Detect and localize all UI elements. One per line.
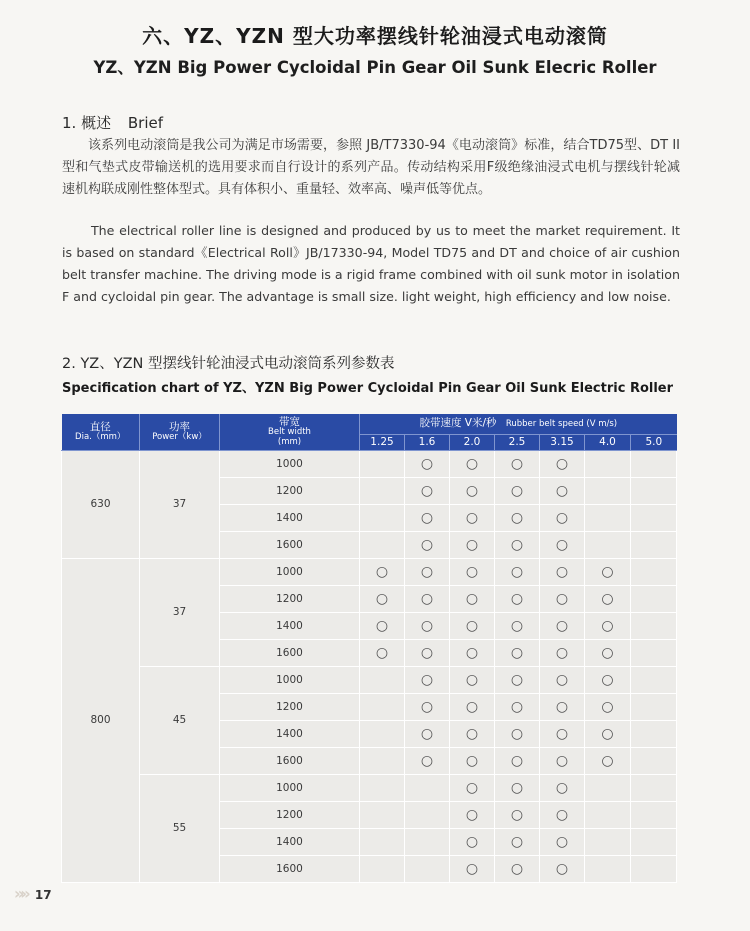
dia-cell: 630 (62, 450, 140, 558)
availability-mark: ○ (360, 585, 405, 612)
belt-header-cn: 带宽 (279, 415, 300, 428)
empty-cell (360, 855, 405, 882)
empty-cell (631, 747, 677, 774)
empty-cell (360, 450, 405, 477)
power-cell: 37 (140, 558, 220, 666)
availability-mark: ○ (405, 747, 450, 774)
availability-mark: ○ (495, 450, 540, 477)
empty-cell (631, 531, 677, 558)
availability-mark: ○ (495, 855, 540, 882)
section2-heading-en: Specification chart of YZ、YZN Big Power Cycloidal Pin Gear Oil Sunk Electric Roller (62, 381, 674, 396)
empty-cell (360, 801, 405, 828)
availability-mark: ○ (585, 585, 631, 612)
section1-title-cn: 概述 (81, 114, 112, 132)
belt-width-cell: 1600 (220, 747, 360, 774)
availability-mark: ○ (495, 531, 540, 558)
availability-mark: ○ (585, 720, 631, 747)
speed-header-en: Rubber belt speed (V m/s) (505, 419, 618, 430)
table-row (62, 774, 677, 801)
availability-mark: ○ (450, 639, 495, 666)
availability-mark: ○ (450, 801, 495, 828)
empty-cell (360, 693, 405, 720)
empty-cell (631, 693, 677, 720)
belt-width-cell: 1200 (220, 693, 360, 720)
section2-heading-cn: 2. YZ、YZN 型摆线针轮油浸式电动滚筒系列参数表 (62, 356, 395, 372)
table-row (62, 666, 677, 693)
section1-heading (62, 112, 163, 133)
section1-title-en: Brief (127, 114, 164, 132)
belt-width-cell: 1000 (220, 666, 360, 693)
speed-value-header: 5.0 (631, 434, 677, 450)
availability-mark: ○ (405, 477, 450, 504)
speed-value-header: 1.6 (405, 434, 450, 450)
empty-cell (360, 531, 405, 558)
empty-cell (405, 855, 450, 882)
empty-cell (585, 450, 631, 477)
empty-cell (360, 747, 405, 774)
availability-mark: ○ (585, 666, 631, 693)
availability-mark: ○ (495, 504, 540, 531)
availability-mark: ○ (405, 531, 450, 558)
belt-header-unit: (mm) (277, 436, 302, 447)
availability-mark: ○ (405, 585, 450, 612)
empty-cell (405, 801, 450, 828)
availability-mark: ○ (495, 612, 540, 639)
belt-width-cell: 1000 (220, 774, 360, 801)
power-header-en: Power（kw） (152, 431, 207, 442)
availability-mark: ○ (495, 666, 540, 693)
availability-mark: ○ (540, 477, 585, 504)
availability-mark: ○ (540, 639, 585, 666)
empty-cell (360, 720, 405, 747)
belt-width-cell: 1600 (220, 855, 360, 882)
dia-header-cn: 直径 (89, 420, 111, 433)
availability-mark: ○ (495, 639, 540, 666)
speed-header-cn: 胶带速度 V米/秒 (419, 417, 497, 430)
empty-cell (585, 504, 631, 531)
belt-header-en: Belt width (268, 427, 311, 438)
availability-mark: ○ (450, 666, 495, 693)
availability-mark: ○ (450, 693, 495, 720)
availability-mark: ○ (495, 747, 540, 774)
empty-cell (585, 801, 631, 828)
page-number: 17 (34, 888, 52, 902)
availability-mark: ○ (495, 828, 540, 855)
availability-mark: ○ (540, 747, 585, 774)
availability-mark: ○ (495, 693, 540, 720)
availability-mark: ○ (540, 531, 585, 558)
empty-cell (360, 828, 405, 855)
availability-mark: ○ (405, 504, 450, 531)
availability-mark: ○ (450, 585, 495, 612)
belt-width-cell: 1200 (220, 585, 360, 612)
availability-mark: ○ (360, 639, 405, 666)
availability-mark: ○ (450, 855, 495, 882)
availability-mark: ○ (540, 612, 585, 639)
availability-mark: ○ (405, 450, 450, 477)
speed-value-header: 4.0 (585, 434, 631, 450)
empty-cell (631, 450, 677, 477)
table-row (62, 450, 677, 477)
empty-cell (631, 855, 677, 882)
availability-mark: ○ (450, 477, 495, 504)
page-title-en: YZ、YZN Big Power Cycloidal Pin Gear Oil Sunk Elecric Roller (93, 58, 657, 77)
availability-mark: ○ (495, 558, 540, 585)
dia-header (62, 414, 140, 450)
availability-mark: ○ (495, 720, 540, 747)
availability-mark: ○ (540, 855, 585, 882)
availability-mark: ○ (540, 585, 585, 612)
empty-cell (585, 774, 631, 801)
availability-mark: ○ (360, 612, 405, 639)
empty-cell (405, 774, 450, 801)
empty-cell (631, 801, 677, 828)
availability-mark: ○ (405, 612, 450, 639)
availability-mark: ○ (495, 774, 540, 801)
power-cell: 55 (140, 774, 220, 882)
speed-value-header: 1.25 (360, 434, 405, 450)
empty-cell (360, 477, 405, 504)
availability-mark: ○ (585, 693, 631, 720)
belt-width-cell: 1200 (220, 801, 360, 828)
speed-header (360, 414, 677, 434)
availability-mark: ○ (540, 774, 585, 801)
speed-value-header: 3.15 (540, 434, 585, 450)
empty-cell (631, 585, 677, 612)
spec-table-body (62, 450, 677, 882)
empty-cell (360, 666, 405, 693)
empty-cell (405, 828, 450, 855)
availability-mark: ○ (495, 477, 540, 504)
availability-mark: ○ (450, 531, 495, 558)
empty-cell (360, 504, 405, 531)
power-cell: 37 (140, 450, 220, 558)
empty-cell (585, 477, 631, 504)
availability-mark: ○ (540, 720, 585, 747)
availability-mark: ○ (495, 585, 540, 612)
empty-cell (631, 504, 677, 531)
dia-cell: 800 (62, 558, 140, 882)
belt-width-cell: 1400 (220, 828, 360, 855)
empty-cell (585, 855, 631, 882)
brief-paragraph-cn: 该系列电动滚筒是我公司为满足市场需要，参照 JB/T7330-94《电动滚筒》标准，结合TD75型、DT II 型和气垫式皮带输送机的选用要求而自行设计的系列产品。传动结构采用F级绝缘油浸式电机与摆线针轮减速机构联成刚性整体型式。具有体积小、重量轻、效率高、噪声低等优点。 (62, 138, 680, 197)
availability-mark: ○ (540, 558, 585, 585)
double-chevron-icon: »» (14, 884, 27, 903)
power-header-cn: 功率 (169, 420, 190, 433)
empty-cell (631, 720, 677, 747)
availability-mark: ○ (585, 612, 631, 639)
availability-mark: ○ (585, 747, 631, 774)
availability-mark: ○ (405, 639, 450, 666)
belt-width-header (220, 414, 360, 450)
belt-width-cell: 1400 (220, 720, 360, 747)
availability-mark: ○ (405, 693, 450, 720)
belt-width-cell: 1400 (220, 504, 360, 531)
availability-mark: ○ (450, 450, 495, 477)
availability-mark: ○ (540, 504, 585, 531)
table-row (62, 558, 677, 585)
availability-mark: ○ (540, 828, 585, 855)
availability-mark: ○ (450, 774, 495, 801)
availability-mark: ○ (405, 558, 450, 585)
spec-table (61, 414, 677, 883)
availability-mark: ○ (450, 828, 495, 855)
empty-cell (585, 828, 631, 855)
section1-number: 1. (62, 114, 77, 132)
availability-mark: ○ (540, 450, 585, 477)
availability-mark: ○ (405, 666, 450, 693)
availability-mark: ○ (450, 558, 495, 585)
belt-width-cell: 1000 (220, 450, 360, 477)
availability-mark: ○ (585, 639, 631, 666)
empty-cell (631, 828, 677, 855)
availability-mark: ○ (450, 612, 495, 639)
power-cell: 45 (140, 666, 220, 774)
belt-width-cell: 1600 (220, 639, 360, 666)
availability-mark: ○ (495, 801, 540, 828)
availability-mark: ○ (540, 801, 585, 828)
availability-mark: ○ (360, 558, 405, 585)
belt-width-cell: 1000 (220, 558, 360, 585)
availability-mark: ○ (540, 693, 585, 720)
empty-cell (585, 531, 631, 558)
dia-header-en: Dia.（mm） (75, 431, 126, 442)
belt-width-cell: 1600 (220, 531, 360, 558)
availability-mark: ○ (450, 747, 495, 774)
empty-cell (631, 774, 677, 801)
belt-width-cell: 1200 (220, 477, 360, 504)
empty-cell (631, 612, 677, 639)
brief-paragraph-en: The electrical roller line is designed and produced by us to meet the market requirement. It is based on standard《Electrical Roll》JB/17330-94, Model TD75 and DT and choice of air cushion belt transfer machine. The driving mode is a rigid frame combined with oil sunk motor in isolation F and cycloidal pin gear. The advantage is small size. light weight, high efficiency and low noise. (62, 223, 680, 304)
availability-mark: ○ (450, 720, 495, 747)
empty-cell (360, 774, 405, 801)
speed-value-header: 2.0 (450, 434, 495, 450)
power-header (140, 414, 220, 450)
empty-cell (631, 558, 677, 585)
page-footer (14, 884, 52, 903)
availability-mark: ○ (585, 558, 631, 585)
empty-cell (631, 477, 677, 504)
availability-mark: ○ (450, 504, 495, 531)
page-title-cn: 六、YZ、YZN 型大功率摆线针轮油浸式电动滚筒 (142, 24, 608, 48)
empty-cell (631, 639, 677, 666)
availability-mark: ○ (540, 666, 585, 693)
empty-cell (631, 666, 677, 693)
availability-mark: ○ (405, 720, 450, 747)
belt-width-cell: 1400 (220, 612, 360, 639)
speed-value-header: 2.5 (495, 434, 540, 450)
